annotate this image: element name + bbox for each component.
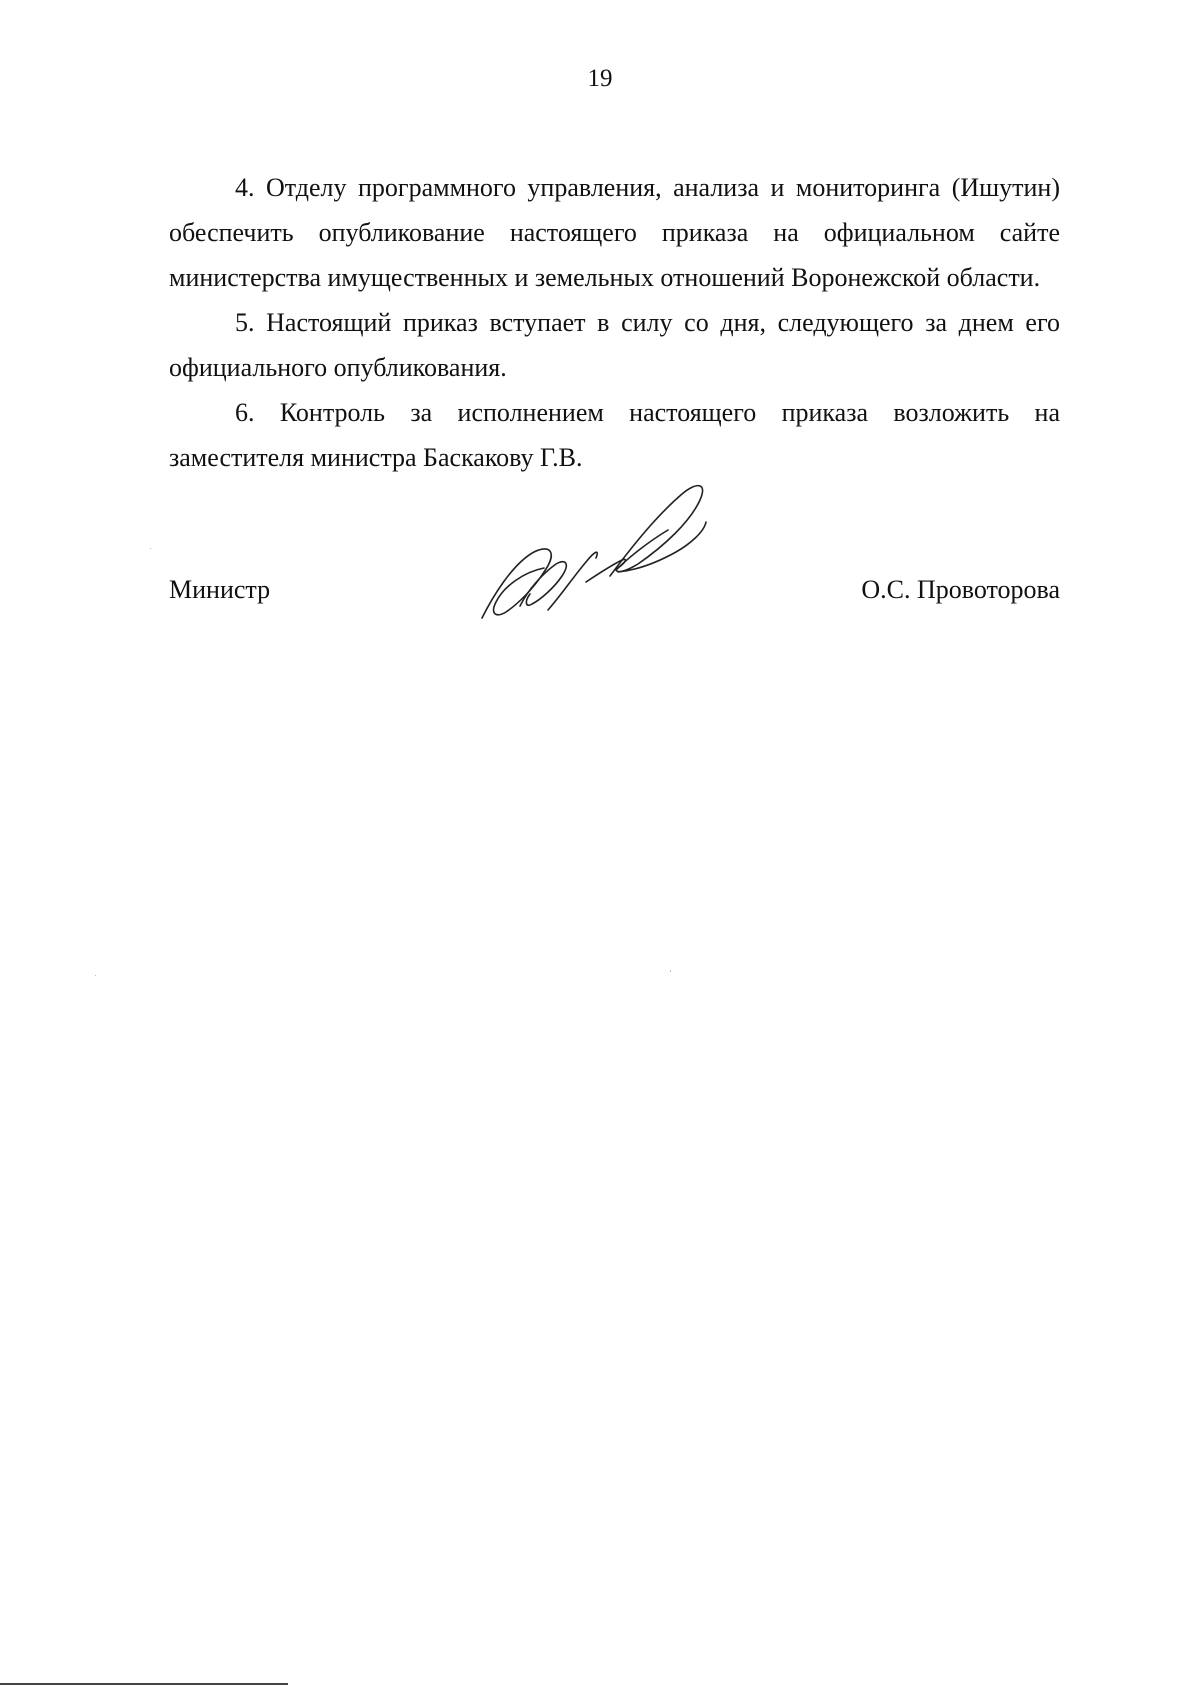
position-title: Министр (169, 575, 271, 604)
signer-name: О.С. Провоторова (861, 575, 1060, 604)
footnote-rule (0, 1683, 288, 1685)
paragraph-6: 6. Контроль за исполнением настоящего приказа возложить на заместителя министра Баскакову Г.В. (169, 398, 1060, 472)
handwritten-signature-icon (478, 478, 718, 628)
document-body (169, 165, 1060, 480)
scan-speck (670, 970, 671, 972)
scan-speck (150, 548, 151, 549)
paragraph-5: 5. Настоящий приказ вступает в силу со дня, следующего за днем его официального опубликования. (169, 308, 1060, 382)
paragraph-4: 4. Отделу программного управления, анализа и мониторинга (Ишутин) обеспечить опубликование настоящего приказа на официальном сайте министерства имущественных и земельных отношений Воронежской области. (169, 173, 1060, 292)
scan-speck (95, 975, 96, 976)
page-number: 19 (587, 65, 613, 92)
